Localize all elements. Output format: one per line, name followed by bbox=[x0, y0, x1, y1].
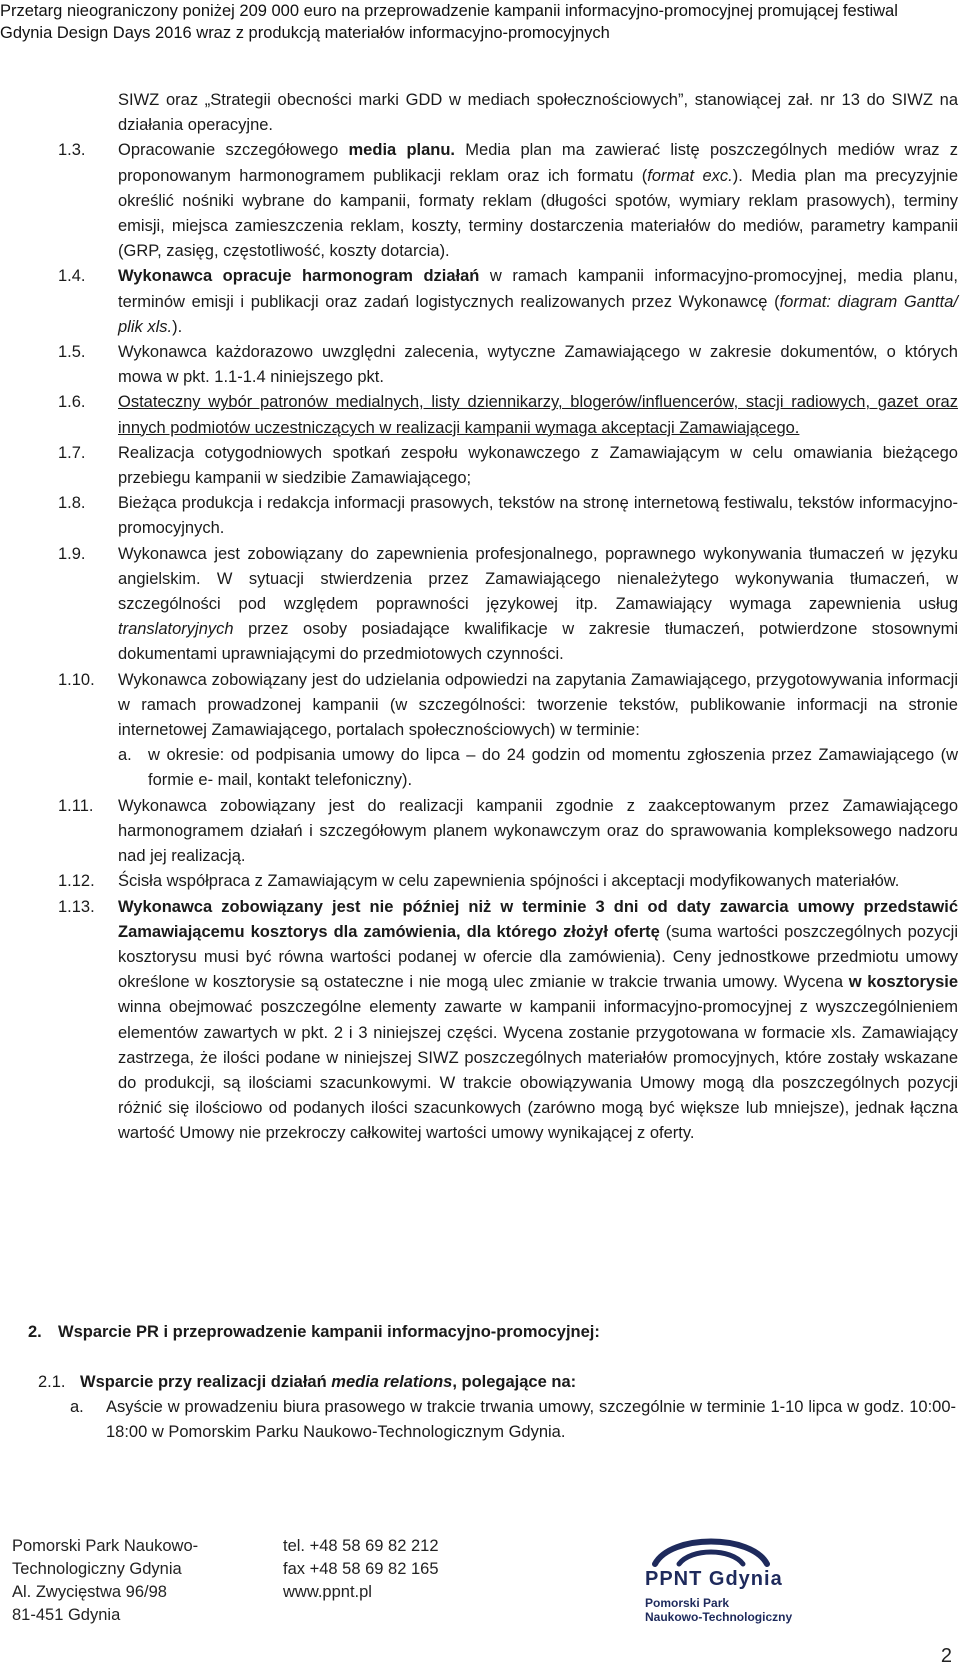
continuation-paragraph: SIWZ oraz „Strategii obecności marki GDD w mediach społecznościowych”, stanowiącej zał. nr 13 do SIWZ na działania operacyjne. bbox=[118, 91, 958, 135]
section-2-1-heading bbox=[38, 1370, 956, 1395]
item-number: 1.6. bbox=[58, 393, 86, 412]
item-number: 1.5. bbox=[58, 343, 86, 362]
list-item-1-4 bbox=[58, 264, 958, 340]
footer-address bbox=[12, 1535, 198, 1627]
header-line-1: Przetarg nieograniczony poniżej 209 000 euro na przeprowadzenie kampanii informacyjno-promocyjnej promującej festiwal bbox=[0, 2, 898, 20]
text-run: w ramach kampanii informacyjno-promocyjnej, media planu, terminów emisji i publikacji oraz zadań logistycznych realizowanych przez Wykonawcę ( bbox=[118, 267, 958, 311]
section-title bbox=[80, 1373, 576, 1391]
text-run: ). Media plan ma precyzyjnie określić nośniki wybrane do kampanii, formaty reklam (długości spotów, wymiary reklam prasowych), terminy emisji, miejsca zamieszczenia reklam, koszty, terminy dostarczenia materiałów do mediów, parametry kampanii (GRP, zasięg, częstotliwość, koszty dotarcia). bbox=[118, 166, 958, 261]
page-number: 2 bbox=[940, 1645, 952, 1667]
sub-item-text: Asyście w prowadzeniu biura prasowego w trakcie trwania umowy, szczególnie w terminie 1-10 lipca w godz. 10:00-18:00 w Pomorskim Parku Naukowo-Technologicznym Gdynia. bbox=[106, 1398, 956, 1442]
bold-run: w kosztorysie bbox=[848, 973, 959, 992]
list-item-1-7 bbox=[58, 441, 958, 491]
logo-subtitle-line: Pomorski Park bbox=[645, 1596, 730, 1610]
text-run: przez osoby posiadające kwalifikacje w zakresie tłumaczeń, potwierdzone stosownymi dokumentami uprawniającymi do przedmiotowych czynności. bbox=[118, 620, 958, 664]
list-item-1-13 bbox=[58, 895, 958, 1147]
section-number: 2.1. bbox=[38, 1373, 66, 1391]
item-text: Wykonawca zobowiązany jest do udzielania odpowiedzi na zapytania Zamawiającego, przygotowywania informacji w ramach prowadzonej kampanii (w szczególności: tworzenie tekstów, publikowanie informacji na stronie internetowej Zamawiającego, portalach społecznościowych) w terminie: bbox=[118, 670, 958, 740]
logo-subtitle-line: Naukowo-Technologiczny bbox=[645, 1610, 793, 1624]
page-header bbox=[0, 0, 960, 44]
item-text: Realizacja cotygodniowych spotkań zespołu wykonawczego z Zamawiającym w celu omawiania bieżącego przebiegu kampanii w siedzibie Zamawiającego; bbox=[118, 443, 958, 488]
logo-subtitle bbox=[645, 1596, 792, 1624]
item-number: 1.3. bbox=[58, 141, 86, 160]
sub-item-letter: a. bbox=[70, 1398, 84, 1416]
section-2-heading bbox=[28, 1320, 600, 1345]
bold-run: , polegające na: bbox=[452, 1373, 577, 1391]
item-number: 1.10. bbox=[58, 670, 95, 689]
item-text bbox=[118, 264, 958, 340]
section-title: Wsparcie PR i przeprowadzenie kampanii informacyjno-promocyjnej: bbox=[58, 1323, 600, 1341]
text-run: Media plan ma zawierać listę poszczególnych mediów wraz z proponowanym harmonogramem publikacji reklam oraz ich formatu ( bbox=[118, 141, 958, 185]
list-item-1-11 bbox=[58, 794, 958, 870]
item-number: 1.8. bbox=[58, 494, 86, 513]
sub-item-letter: a. bbox=[118, 746, 132, 765]
address-line: Pomorski Park Naukowo- bbox=[12, 1537, 199, 1555]
list-item-1-5 bbox=[58, 340, 958, 390]
text-run: Wykonawca jest zobowiązany do zapewnienia profesjonalnego, poprawnego wykonywania tłumaczeń w języku angielskim. W sytuacji stwierdzenia przez Zamawiającego nienależytego wykonywania tłumaczeń, w szczególności pod względem poprawności językowej itp. Zamawiający wymaga zapewnienia usług bbox=[118, 544, 958, 614]
item-number: 1.7. bbox=[58, 443, 86, 462]
bold-run: Wsparcie przy realizacji działań bbox=[80, 1373, 332, 1391]
list-item-1-6 bbox=[58, 390, 958, 440]
text-run: winna obejmować poszczególne elementy zawarte w kampanii informacyjno-promocyjnej z wyszczególnieniem elementów zawartych w pkt. 2 i 3 niniejszej części. Wycena zostanie przygotowana w formacie xls. Zamawiający zastrzega, że ilości podane w niniejszej SIWZ poszczególnych materiałów promocyjnych, które zostały wskazane do produkcji, są ilościami szacunkowymi. W trakcie obowiązywania Umowy mogą dla poszczególnych pozycji różnić się ilościowo od podanych ilości szacunkowych (zarówno mogą być większe lub mniejsze), jednak łączna wartość Umowy nie przekroczy całkowitej wartości umowy wynikającej z oferty. bbox=[118, 998, 958, 1143]
item-number: 1.12. bbox=[58, 872, 95, 891]
bold-italic-run: media relations bbox=[331, 1373, 453, 1391]
list-item-1-10 bbox=[58, 668, 958, 794]
item-text: Ścisła współpraca z Zamawiającym w celu zapewnienia spójności i akceptacji modyfikowanych materiałów. bbox=[118, 872, 900, 891]
italic-run: format exc. bbox=[647, 166, 733, 185]
list-item-1-12 bbox=[58, 869, 958, 894]
section-number: 2. bbox=[28, 1323, 42, 1341]
website-link[interactable]: www.ppnt.pl bbox=[283, 1583, 372, 1601]
address-line: 81-451 Gdynia bbox=[12, 1606, 121, 1624]
list-item-1-8 bbox=[58, 491, 958, 541]
text-run: Opracowanie szczegółowego bbox=[118, 141, 349, 160]
bold-run: Wykonawca opracuje harmonogram działań bbox=[118, 267, 480, 286]
text-run: (suma wartości poszczególnych pozycji kosztorysu musi być równa wartości podanej w ofercie dla zamówienia). Ceny jednostkowe przedmiotu umowy określone w kosztorysie są ostateczne i nie mogą ulec zmianie w trakcie trwania umowy. Wycena bbox=[118, 922, 958, 992]
item-text bbox=[118, 138, 958, 264]
item-text: Bieżąca produkcja i redakcja informacji prasowych, tekstów na stronę internetową festiwalu, tekstów informacyjno-promocyjnych. bbox=[118, 494, 958, 538]
sub-item-text: w okresie: od podpisania umowy do lipca – do 24 godzin od momentu zgłoszenia przez Zamawiającego (w formie e- mail, kontakt telefoniczny). bbox=[148, 746, 958, 790]
item-number: 1.9. bbox=[58, 544, 86, 563]
item-text: Wykonawca zobowiązany jest do realizacji kampanii zgodnie z zaakceptowanym przez Zamawiającego harmonogramem działań i szczegółowym planem wykonawczym oraz do sprawowania kompleksowego nadzoru nad jej realizacją. bbox=[118, 796, 958, 866]
bold-run: media planu. bbox=[348, 141, 456, 160]
item-number: 1.4. bbox=[58, 267, 86, 286]
item-text bbox=[118, 542, 958, 668]
item-text: Ostateczny wybór patronów medialnych, listy dziennikarzy, blogerów/influencerów, stacji radiowych, gazet oraz innych podmiotów uczestniczących w realizacji kampanii wymaga akceptacji Zamawiającego. bbox=[118, 393, 958, 437]
list-item-1-9 bbox=[58, 542, 958, 668]
address-line: Technologiczny Gdynia bbox=[12, 1560, 182, 1578]
phone-number: tel. +48 58 69 82 212 bbox=[283, 1537, 439, 1555]
item-number: 1.11. bbox=[58, 796, 94, 815]
section-2-1-item-a bbox=[70, 1395, 956, 1445]
ppnt-logo bbox=[645, 1528, 820, 1628]
header-line-2: Gdynia Design Days 2016 wraz z produkcją materiałów informacyjno-promocyjnych bbox=[0, 24, 610, 42]
sub-item-a bbox=[118, 743, 958, 793]
footer-contact bbox=[283, 1535, 439, 1604]
bold-run: Wykonawca zobowiązany jest nie później niż w terminie 3 dni od daty zawarcia umowy przedstawić Zamawiającemu kosztorys dla zamówienia, dla którego złożył ofertę bbox=[118, 897, 958, 941]
text-run: ). bbox=[172, 317, 183, 336]
address-line: Al. Zwycięstwa 96/98 bbox=[12, 1583, 167, 1601]
logo-title: PPNT Gdynia bbox=[645, 1568, 783, 1590]
item-text bbox=[118, 895, 958, 1147]
italic-run: translatoryjnych bbox=[118, 620, 234, 639]
list-item-1-3 bbox=[58, 138, 958, 264]
item-number: 1.13. bbox=[58, 897, 95, 916]
fax-number: fax +48 58 69 82 165 bbox=[283, 1560, 439, 1578]
italic-run: format: diagram Gantta/ plik xls. bbox=[118, 292, 958, 336]
item-text: Wykonawca każdorazowo uwzględni zalecenia, wytyczne Zamawiającego w zakresie dokumentów, o których mowa w pkt. 1.1-1.4 niniejszego pkt. bbox=[118, 343, 958, 387]
main-content bbox=[58, 88, 958, 1147]
logo-arc-icon bbox=[651, 1528, 771, 1568]
